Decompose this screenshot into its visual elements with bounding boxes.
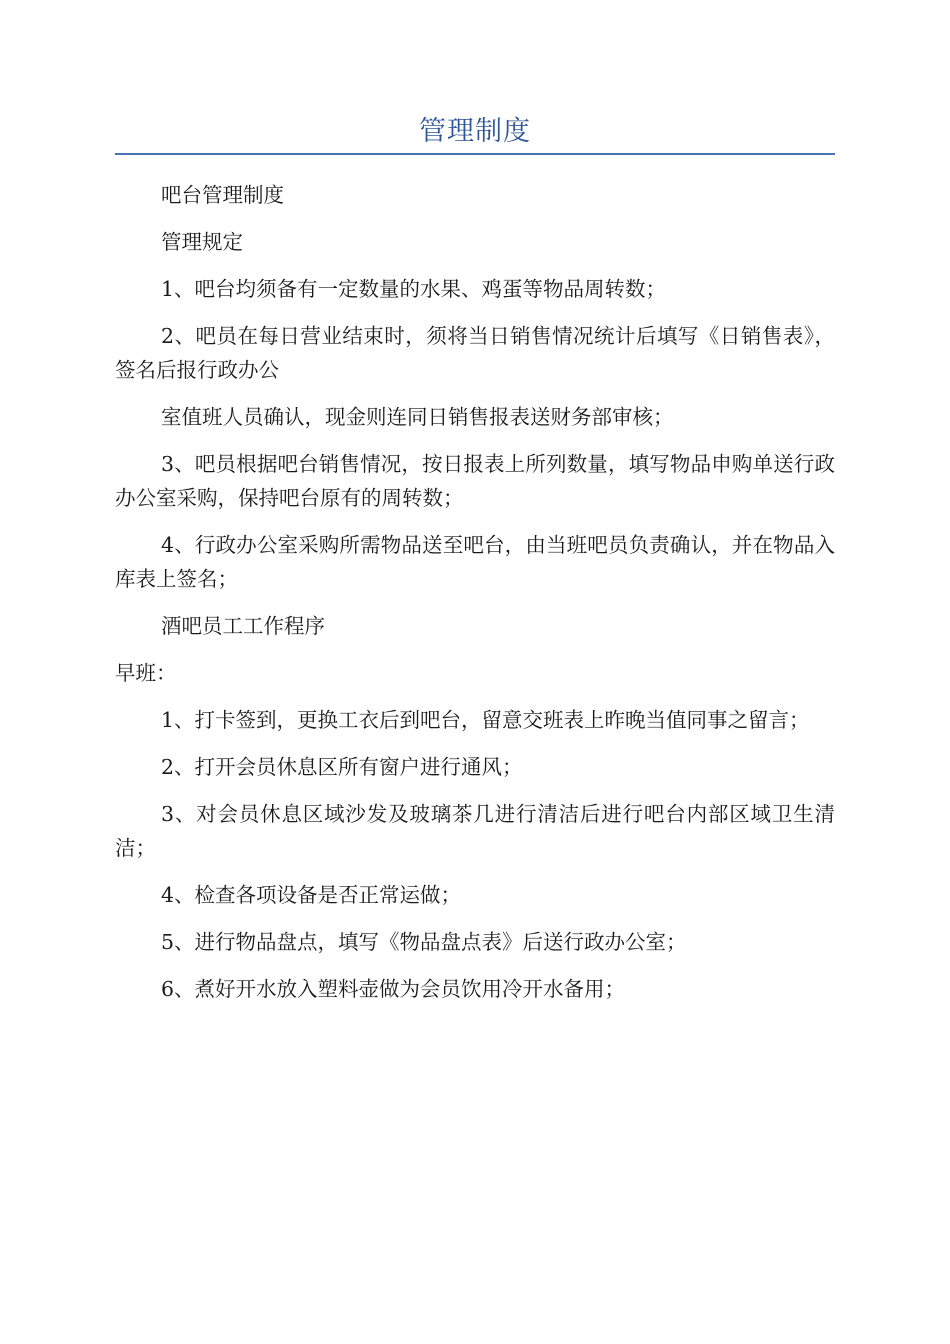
list-item: 6、煮好开水放入塑料壶做为会员饮用冷开水备用；: [161, 977, 626, 1001]
list-item: 2、打开会员休息区所有窗户进行通风；: [161, 755, 523, 779]
list-item: 1、吧台均须备有一定数量的水果、鸡蛋等物品周转数；: [161, 277, 667, 301]
list-item: 5、进行物品盘点，填写《物品盘点表》后送行政办公室；: [161, 930, 687, 954]
list-item: 4、检查各项设备是否正常运做；: [161, 883, 462, 907]
section-heading: 酒吧员工工作程序: [161, 614, 325, 638]
shift-label: 早班：: [115, 661, 177, 685]
paragraph-continuation: 室值班人员确认，现金则连同日销售报表送财务部审核；: [161, 405, 674, 429]
list-item: 4、行政办公室采购所需物品送至吧台，由当班吧员负责确认，并在物品入库表上签名；: [115, 533, 835, 591]
list-item: 2、吧员在每日营业结束时，须将当日销售情况统计后填写《日销售表》，签名后报行政办公: [115, 324, 835, 382]
list-item: 1、打卡签到，更换工衣后到吧台，留意交班表上昨晚当值同事之留言；: [161, 708, 810, 732]
document-page: [115, 0, 835, 1344]
list-item: 3、吧员根据吧台销售情况，按日报表上所列数量，填写物品申购单送行政办公室采购，保持吧台原有的周转数；: [115, 452, 835, 510]
document-body: [115, 178, 835, 1019]
title-underline: [115, 153, 835, 155]
list-item: 3、对会员休息区域沙发及玻璃茶几进行清洁后进行吧台内部区域卫生清洁；: [115, 802, 835, 860]
section-heading: 吧台管理制度: [161, 183, 284, 207]
subsection-heading: 管理规定: [161, 230, 243, 254]
document-title: 管理制度: [419, 116, 531, 147]
